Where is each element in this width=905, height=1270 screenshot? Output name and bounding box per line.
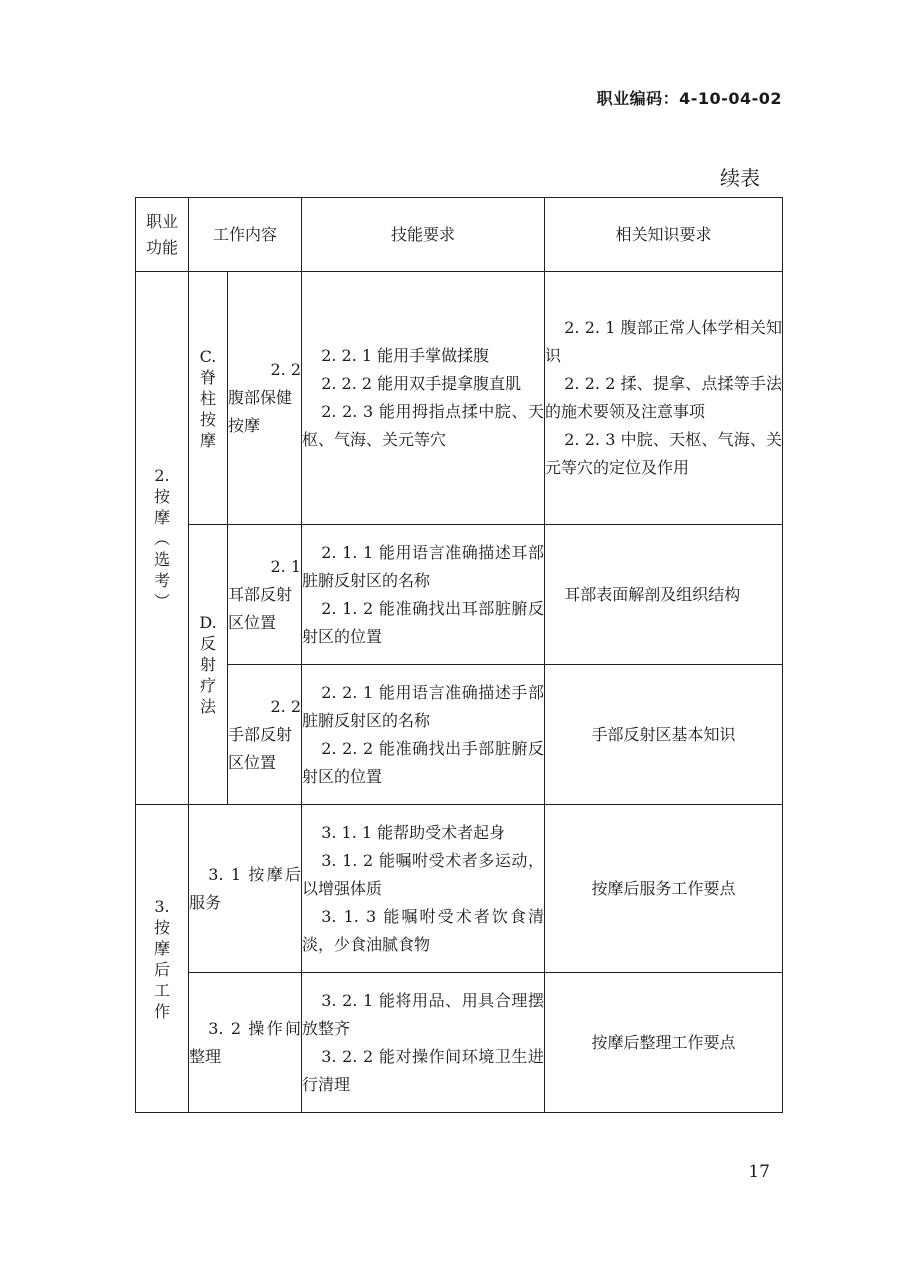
continued-label: 续表	[720, 166, 760, 190]
function-massage: 2. 按 摩 ︵ 选 考 ︶	[136, 272, 189, 805]
header-content: 工作内容	[189, 198, 302, 272]
knowledge-post-service: 按摩后服务工作要点	[545, 805, 783, 973]
header-function: 职业功能	[136, 198, 189, 272]
knowledge-ear: 耳部表面解剖及组织结构	[545, 525, 783, 665]
knowledge-abdominal: 2. 2. 1 腹部正常人体学相关知识 2. 2. 2 揉、提拿、点揉等手法的施术要领及注意事项 2. 2. 3 中脘、天枢、气海、关元等穴的定位及作用	[545, 272, 783, 525]
item-hand-reflex: 2. 2 手部反射区位置	[228, 665, 302, 805]
job-code: 职业编码：4-10-04-02	[596, 89, 782, 108]
item-room-arrangement: 3. 2 操作间整理	[189, 973, 302, 1113]
page-number: 17	[748, 1162, 770, 1182]
skills-room: 3. 2. 1 能将用品、用具合理摆放整齐 3. 2. 2 能对操作间环境卫生进行清理	[302, 973, 545, 1113]
skills-hand: 2. 2. 1 能用语言准确描述手部脏腑反射区的名称 2. 2. 2 能准确找出手部脏腑反射区的位置	[302, 665, 545, 805]
skills-table	[135, 197, 783, 1113]
group-d-label: D. 反 射 疗 法	[189, 525, 228, 805]
skills-abdominal: 2. 2. 1 能用手掌做揉腹 2. 2. 2 能用双手提拿腹直肌 2. 2. 3 能用拇指点揉中脘、天枢、气海、关元等穴	[302, 272, 545, 525]
skills-ear: 2. 1. 1 能用语言准确描述耳部脏腑反射区的名称 2. 1. 2 能准确找出耳部脏腑反射区的位置	[302, 525, 545, 665]
header-skill: 技能要求	[302, 198, 545, 272]
knowledge-hand: 手部反射区基本知识	[545, 665, 783, 805]
item-post-massage-service: 3. 1 按摩后服务	[189, 805, 302, 973]
skills-post-service: 3. 1. 1 能帮助受术者起身 3. 1. 2 能嘱咐受术者多运动，以增强体质 3. 1. 3 能嘱咐受术者饮食清淡，少食油腻食物	[302, 805, 545, 973]
knowledge-room: 按摩后整理工作要点	[545, 973, 783, 1113]
item-ear-reflex: 2. 1 耳部反射区位置	[228, 525, 302, 665]
header-knowledge: 相关知识要求	[545, 198, 783, 272]
item-abdominal-massage: 2. 2 腹部保健按摩	[228, 272, 302, 525]
function-post-massage: 3. 按 摩 后 工 作	[136, 805, 189, 1113]
group-c-label: C. 脊 柱 按 摩	[189, 272, 228, 525]
